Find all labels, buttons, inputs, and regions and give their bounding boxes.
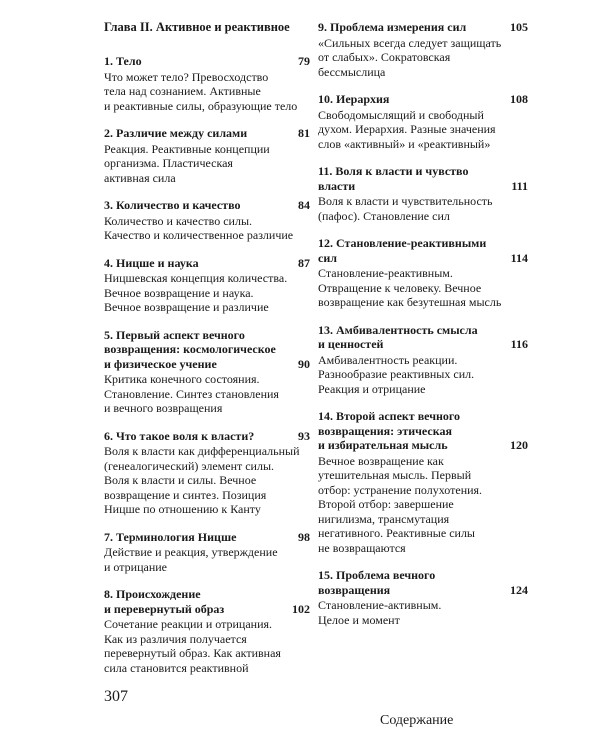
- toc-entry-description: Вечное возвращение как утешительная мысль. Первый отбор: устранение полухотения. Второй отбор: завершение нигилизма, трансмутация негативного. Реактивные силы не возвращаются: [318, 453, 483, 555]
- toc-entry-heading: [318, 20, 528, 35]
- right-column: [318, 20, 528, 640]
- toc-entry-description: «Сильных всегда следует защищать от слабых». Сократовская бессмыслица: [318, 35, 502, 79]
- toc-entry-page-number: 93: [298, 428, 310, 443]
- toc-entry-page-number: 120: [510, 438, 528, 452]
- toc-entry-title-line: 15. Проблема вечного: [318, 568, 436, 582]
- toc-entry-title-line: 1. Тело: [104, 54, 142, 68]
- toc-entry-title-line: и перевернутый образ: [104, 601, 225, 616]
- toc-entry-description: Становление-реактивным. Отвращение к человеку. Вечное возвращение как безутешная мысль: [318, 266, 502, 309]
- toc-entry-heading: [104, 328, 310, 372]
- toc-entry-description: Что может тело? Превосходство тела над сознанием. Активные и реактивные силы, образующие тело: [104, 69, 298, 113]
- toc-entry-title-line: 13. Амбивалентность смысла: [318, 322, 478, 337]
- toc-entry-heading: [318, 409, 528, 453]
- toc-entry-description: Воля к власти как дифференциальный (генеалогический) элемент силы. Воля к власти и силы. Вечное возвращение и синтез. Позиция Ницше по отношению к Канту: [104, 444, 300, 516]
- toc-entry-page-number: 87: [298, 255, 310, 270]
- toc-entry-title-line: и ценностей: [318, 337, 384, 351]
- toc-entry-heading: [318, 92, 528, 107]
- toc-entry-title-line: 8. Происхождение: [104, 587, 201, 601]
- toc-entry-title-line: 12. Становление-реактивными: [318, 236, 487, 250]
- running-head: Содержание: [380, 713, 454, 728]
- right-entries: [318, 20, 528, 627]
- toc-entry-description: Критика конечного состояния. Становление. Синтез становления и вечного возвращения: [104, 372, 279, 415]
- toc-entry: [104, 256, 310, 315]
- toc-entry: [104, 530, 310, 575]
- toc-entry-page-number: 108: [510, 92, 528, 106]
- page-number: 307: [104, 688, 128, 705]
- toc-entry-heading: [104, 429, 310, 444]
- toc-entry: [318, 92, 528, 151]
- toc-entry-page-number: 102: [292, 601, 310, 616]
- toc-entry: [104, 328, 310, 416]
- toc-entry-description: Действие и реакция, утверждение и отрицание: [104, 545, 278, 574]
- toc-entry-description: Становление-активным. Целое и момент: [318, 598, 442, 627]
- toc-entry-title-line: и избирательная мысль: [318, 438, 448, 452]
- toc-entry-title-line: 9. Проблема измерения сил: [318, 20, 467, 34]
- toc-entry-title-line: и физическое учение: [104, 356, 217, 371]
- toc-entry-title-line: возвращения: этическая: [318, 423, 452, 438]
- toc-entry-title-line: 5. Первый аспект вечного: [104, 327, 245, 342]
- toc-entry-heading: [318, 323, 528, 352]
- toc-entry-title-line: 10. Иерархия: [318, 92, 390, 106]
- toc-entry-page-number: 105: [510, 20, 528, 34]
- toc-entry-title-line: сил: [318, 250, 337, 265]
- toc-entry-page-number: 124: [510, 582, 528, 597]
- toc-entry-title-line: 11. Воля к власти и чувство: [318, 164, 469, 178]
- toc-entry: [318, 568, 528, 627]
- toc-entry-title-line: 2. Различие между силами: [104, 126, 248, 140]
- toc-entry-page-number: 90: [298, 356, 310, 371]
- toc-entry-heading: [104, 530, 310, 545]
- toc-entry-title-line: возвращения: [318, 582, 391, 597]
- toc-entry-heading: [318, 236, 528, 265]
- toc-entry-title-line: 6. Что такое воля к власти?: [104, 428, 255, 443]
- toc-entry-heading: [104, 126, 310, 141]
- toc-entry-description: Количество и качество силы. Качество и количественное различие: [104, 213, 294, 242]
- toc-entry-description: Свободомыслящий и свободный духом. Иерархия. Разные значения слов «активный» и «реактивный»: [318, 107, 496, 151]
- toc-entry: [104, 587, 310, 675]
- toc-entry-title-line: возвращения: космологическое: [104, 342, 276, 356]
- toc-entry-title-line: 7. Терминология Ницше: [104, 529, 237, 544]
- toc-entry: [104, 126, 310, 185]
- toc-entry: [318, 323, 528, 397]
- toc-entry: [318, 164, 528, 223]
- toc-entry-page-number: 84: [298, 198, 310, 212]
- toc-entry: [318, 409, 528, 555]
- toc-entry-description: Реакция. Реактивные концепции организма. Пластическая активная сила: [104, 141, 270, 185]
- toc-entry: [318, 20, 528, 79]
- left-column: [104, 20, 310, 688]
- toc-entry-heading: [318, 164, 528, 193]
- toc-entry-page-number: 98: [298, 529, 310, 544]
- toc-entry: [104, 198, 310, 243]
- toc-entry-title-line: 14. Второй аспект вечного: [318, 409, 461, 423]
- toc-entry-description: Амбивалентность реакции. Разнообразие реактивных сил. Реакция и отрицание: [318, 352, 475, 396]
- toc-entry-heading: [104, 198, 310, 213]
- toc-entry-heading: [104, 256, 310, 271]
- toc-entry-heading: [318, 568, 528, 597]
- toc-entry-page-number: 116: [510, 337, 528, 351]
- chapter-title: Глава II. Активное и реактивное: [104, 20, 290, 34]
- toc-entry-title-line: власти: [318, 178, 356, 193]
- toc-entry-title-line: 3. Количество и качество: [104, 198, 241, 212]
- toc-entry-heading: [104, 587, 310, 616]
- toc-entry: [104, 429, 310, 517]
- toc-entry-heading: [104, 54, 310, 69]
- toc-entry-page-number: 79: [298, 54, 310, 68]
- toc-entry-page-number: 81: [298, 126, 310, 140]
- toc-entry-description: Ницшевская концепция количества. Вечное возвращение и наука. Вечное возвращение и различие: [104, 271, 288, 314]
- toc-entry: [318, 236, 528, 310]
- toc-entry-page-number: 111: [511, 178, 528, 193]
- toc-entry-page-number: 114: [510, 250, 528, 265]
- left-entries: [104, 54, 310, 675]
- toc-entry-description: Воля к власти и чувствительность (пафос). Становление сил: [318, 194, 493, 223]
- toc-entry-title-line: 4. Ницше и наука: [104, 255, 199, 270]
- toc-entry-description: Сочетание реакции и отрицания. Как из различия получается перевернутый образ. Как активная сила становится реактивной: [104, 617, 281, 675]
- toc-entry: [104, 54, 310, 113]
